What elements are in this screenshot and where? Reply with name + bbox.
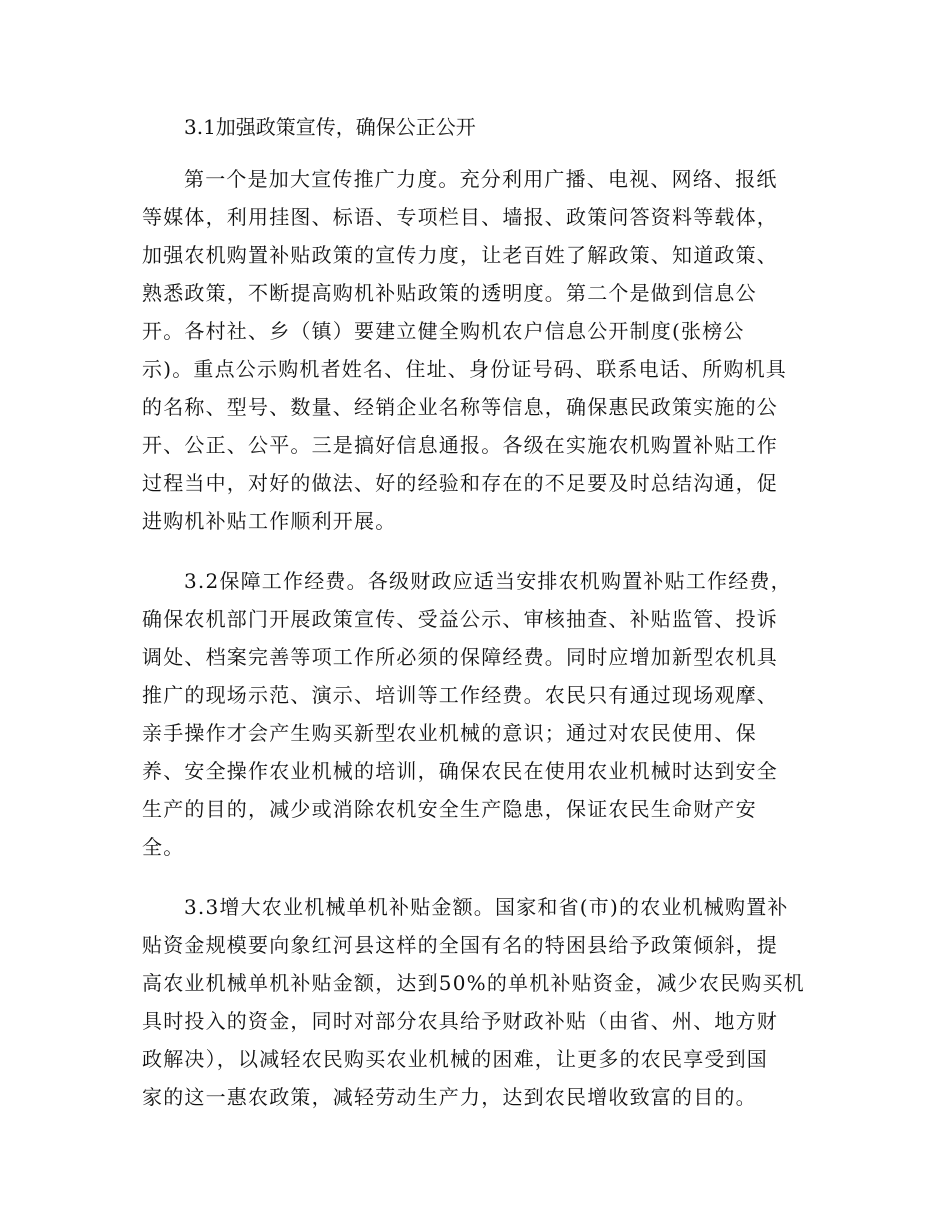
paragraph-line: 高农业机械单机补贴金额，达到50%的单机补贴资金，减少农民购买机: [142, 971, 805, 995]
paragraph-subsidy-amount: [142, 888, 812, 1116]
paragraph-line: 养、安全操作农业机械的培训，确保农民在使用农业机械时达到安全: [142, 759, 778, 783]
paragraph-line: 示)。重点公示购机者姓名、住址、身份证号码、联系电话、所购机具: [142, 357, 788, 381]
paragraph-line: 开。各村社、乡（镇）要建立健全购机农户信息公开制度(张榜公: [142, 319, 745, 343]
paragraph-line: 开、公正、公平。三是搞好信息通报。各级在实施农机购置补贴工作: [142, 433, 778, 457]
paragraph-funding: [142, 562, 812, 866]
paragraph-line: 政解决），以减轻农民购买农业机械的困难，让更多的农民享受到国: [142, 1047, 768, 1071]
paragraph-line: 具时投入的资金，同时对部分农具给予财政补贴（由省、州、地方财: [142, 1009, 778, 1033]
paragraph-line: 推广的现场示范、演示、培训等工作经费。农民只有通过现场观摩、: [142, 683, 778, 707]
paragraph-line: 第一个是加大宣传推广力度。充分利用广播、电视、网络、报纸: [184, 167, 778, 191]
paragraph-line: 贴资金规模要向象红河县这样的全国有名的特困县给予政策倾斜，提: [142, 933, 778, 957]
section-heading-3-1: 3.1加强政策宣传，确保公正公开: [184, 115, 476, 139]
paragraph-line: 进购机补贴工作顺利开展。: [142, 509, 397, 533]
paragraph-line: 加强农机购置补贴政策的宣传力度，让老百姓了解政策、知道政策、: [142, 243, 778, 267]
paragraph-line: 全。: [142, 835, 185, 859]
paragraph-line: 家的这一惠农政策，减轻劳动生产力，达到农民增收致富的目的。: [142, 1085, 757, 1109]
paragraph-line: 过程当中，对好的做法、好的经验和存在的不足要及时总结沟通，促: [142, 471, 778, 495]
paragraph-line: 熟悉政策，不断提高购机补贴政策的透明度。第二个是做到信息公: [142, 281, 757, 305]
paragraph-line: 3.2保障工作经费。各级财政应适当安排农机购置补贴工作经费，: [184, 569, 792, 593]
paragraph-line: 亲手操作才会产生购买新型农业机械的意识；通过对农民使用、保: [142, 721, 757, 745]
document-page: [142, 108, 812, 1138]
paragraph-line: 调处、档案完善等项工作所必须的保障经费。同时应增加新型农机具: [142, 645, 778, 669]
paragraph-line: 的名称、型号、数量、经销企业名称等信息，确保惠民政策实施的公: [142, 395, 778, 419]
paragraph-line: 3.3增大农业机械单机补贴金额。国家和省(市)的农业机械购置补: [184, 895, 789, 919]
paragraph-line: 等媒体，利用挂图、标语、专项栏目、墙报、政策问答资料等载体，: [142, 205, 778, 229]
paragraph-line: 确保农机部门开展政策宣传、受益公示、审核抽查、补贴监管、投诉: [142, 607, 778, 631]
paragraph-line: 生产的目的，减少或消除农机安全生产隐患，保证农民生命财产安: [142, 797, 757, 821]
paragraph-publicity: [142, 160, 812, 540]
